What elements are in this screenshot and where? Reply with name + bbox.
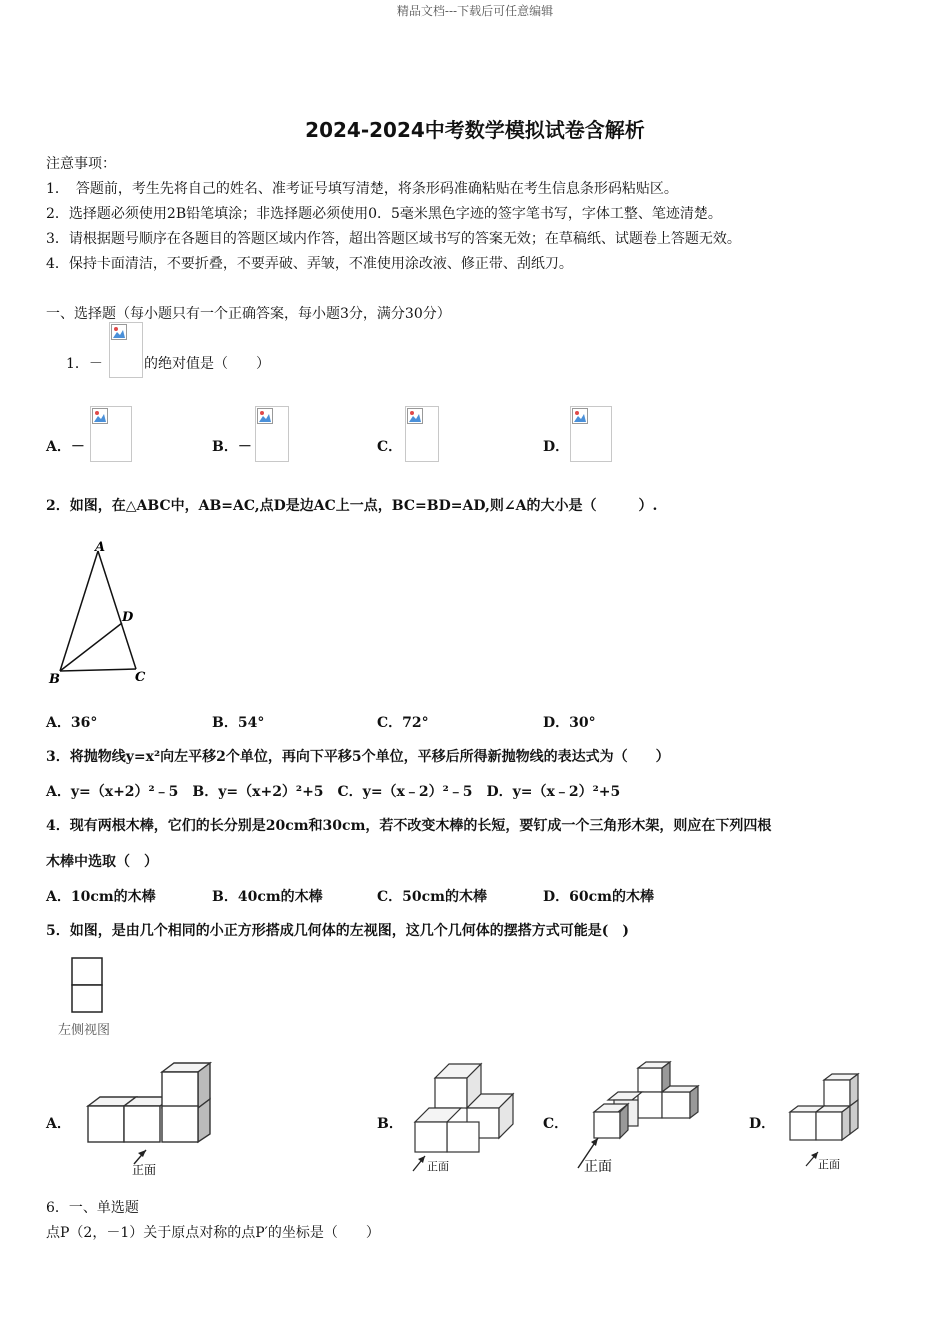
label-b: B bbox=[49, 672, 60, 687]
q4-option-c: C．50cm的木棒 bbox=[377, 889, 487, 905]
front-label-d: 正面 bbox=[818, 1158, 840, 1171]
q4-option-d: D．60cm的木棒 bbox=[543, 889, 654, 905]
notice-heading: 注意事项： bbox=[46, 156, 116, 172]
front-label-a: 正面 bbox=[132, 1163, 157, 1176]
solid-figure-d bbox=[782, 1070, 867, 1176]
q4-option-a: A．10cm的木棒 bbox=[46, 889, 156, 905]
q6-text: 点P（2，－1）关于原点对称的点P′的坐标是（ ） bbox=[46, 1225, 380, 1241]
label-c: C bbox=[135, 670, 146, 685]
solid-figure-a bbox=[80, 1058, 225, 1176]
front-label-b: 正面 bbox=[427, 1160, 449, 1173]
broken-image-icon bbox=[111, 324, 127, 340]
q6-heading: 6．一、单选题 bbox=[46, 1200, 139, 1216]
q4-line-2: 木棒中选取（ ） bbox=[46, 854, 158, 870]
page-title: 2024-2024中考数学模拟试卷含解析 bbox=[305, 118, 645, 142]
q3-options: A．y=（x+2）²﹣5 B．y=（x+2）²+5 C．y=（x﹣2）²﹣5 D．y=（x﹣2）²+5 bbox=[46, 784, 621, 800]
q5-option-c: C． bbox=[543, 1116, 569, 1132]
image-placeholder bbox=[570, 406, 612, 462]
q1-option-a: A．－ bbox=[46, 439, 85, 455]
broken-image-icon bbox=[257, 408, 273, 424]
q1-option-b: B．－ bbox=[212, 439, 252, 455]
q5-option-d: D． bbox=[749, 1116, 776, 1132]
image-placeholder bbox=[255, 406, 289, 462]
label-d: D bbox=[122, 610, 134, 625]
q2-option-b: B．54° bbox=[212, 715, 265, 731]
broken-image-icon bbox=[407, 408, 423, 424]
q2-option-c: C．72° bbox=[377, 715, 429, 731]
solid-figure-c bbox=[570, 1058, 710, 1176]
front-label-c: 正面 bbox=[584, 1159, 612, 1175]
broken-image-icon bbox=[572, 408, 588, 424]
notice-item-2: 2．选择题必须使用2B铅笔填涂；非选择题必须使用0．5毫米黑色字迹的签字笔书写，字体工整、笔迹清楚。 bbox=[46, 206, 722, 222]
broken-image-icon bbox=[92, 408, 108, 424]
solid-figure-b bbox=[405, 1058, 523, 1176]
q2-option-d: D．30° bbox=[543, 715, 596, 731]
triangle-figure bbox=[40, 535, 160, 690]
q1-suffix: 的绝对值是（ ） bbox=[144, 356, 270, 372]
header-note: 精品文档---下载后可任意编辑 bbox=[396, 4, 554, 18]
q1-prefix: 1．－ bbox=[66, 356, 103, 372]
q3-text: 3．将抛物线y=x²向左平移2个单位，再向下平移5个单位，平移后所得新抛物线的表达式为（ ） bbox=[46, 749, 670, 765]
image-placeholder bbox=[405, 406, 439, 462]
side-view-figure bbox=[55, 955, 135, 1040]
notice-item-1: 1． 答题前，考生先将自己的姓名、准考证号填写清楚，将条形码准确粘贴在考生信息条形码粘贴区。 bbox=[46, 181, 678, 197]
q2-option-a: A．36° bbox=[46, 715, 98, 731]
q5-option-b: B． bbox=[377, 1116, 403, 1132]
q5-text: 5．如图，是由几个相同的小正方形搭成几何体的左视图，这几个几何体的摆搭方式可能是( ) bbox=[46, 923, 629, 939]
q4-option-b: B．40cm的木棒 bbox=[212, 889, 323, 905]
q5-option-a: A． bbox=[46, 1116, 71, 1132]
side-view-label: 左侧视图 bbox=[58, 1023, 111, 1038]
q4-line-1: 4．现有两根木棒，它们的长分别是20cm和30cm，若不改变木棒的长短，要钉成一个三角形木架，则应在下列四根 bbox=[46, 818, 772, 834]
section-heading: 一、选择题（每小题只有一个正确答案，每小题3分，满分30分） bbox=[46, 306, 451, 322]
q1-option-d: D． bbox=[543, 439, 570, 455]
notice-item-3: 3．请根据题号顺序在各题目的答题区域内作答，超出答题区域书写的答案无效；在草稿纸、试题卷上答题无效。 bbox=[46, 231, 741, 247]
q1-option-c: C． bbox=[377, 439, 403, 455]
image-placeholder bbox=[109, 322, 143, 378]
label-a: A bbox=[95, 540, 106, 555]
notice-item-4: 4．保持卡面清洁，不要折叠，不要弄破、弄皱，不准使用涂改液、修正带、刮纸刀。 bbox=[46, 256, 573, 272]
image-placeholder bbox=[90, 406, 132, 462]
q2-text: 2．如图，在△ABC中，AB=AC,点D是边AC上一点，BC=BD=AD,则∠A的大小是（ ）. bbox=[46, 498, 658, 514]
